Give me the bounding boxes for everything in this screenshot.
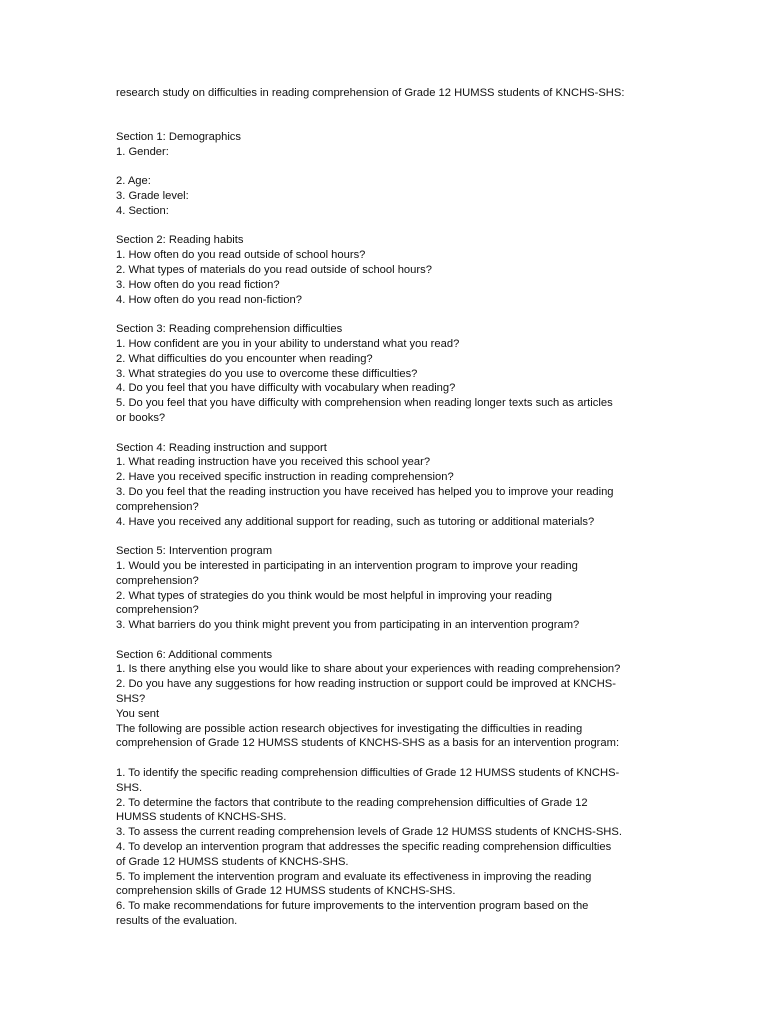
objective-line: 4. To develop an intervention program that addresses the specific reading comprehension difficulties (116, 841, 612, 854)
question-line: 2. What difficulties do you encounter when reading? (116, 352, 373, 365)
objective-line: comprehension skills of Grade 12 HUMSS students of KNCHS-SHS. (116, 885, 456, 898)
document-title: research study on difficulties in reading comprehension of Grade 12 HUMSS students of KNCHS-SHS: (116, 87, 625, 99)
section-reading-habits (116, 233, 656, 307)
question-line: 1. Would you be interested in participating in an intervention program to improve your reading (116, 559, 578, 572)
objective-line: of Grade 12 HUMSS students of KNCHS-SHS. (116, 855, 349, 868)
objective-line: 6. To make recommendations for future improvements to the intervention program based on the (116, 900, 589, 913)
question-line: 4. How often do you read non-fiction? (116, 293, 302, 306)
question-line: 2. Do you have any suggestions for how reading instruction or support could be improved at KNCHS- (116, 678, 616, 691)
intro-line: The following are possible action research objectives for investigating the difficulties in reading (116, 722, 583, 735)
question-line: 1. Gender: (116, 145, 169, 158)
question-line: 1. How confident are you in your ability to understand what you read? (116, 337, 460, 350)
question-line: 1. How often do you read outside of school hours? (116, 249, 366, 262)
sent-label: You sent (116, 707, 160, 720)
question-line: 3. How often do you read fiction? (116, 278, 280, 291)
section-heading: Section 1: Demographics (116, 130, 241, 143)
question-line: 2. What types of materials do you read outside of school hours? (116, 263, 432, 276)
objectives-list (116, 766, 656, 929)
question-line: 2. Age: (116, 175, 151, 188)
question-line: 2. What types of strategies do you think would be most helpful in improving your reading (116, 589, 552, 602)
objective-line: 5. To implement the intervention program and evaluate its effectiveness in improving the reading (116, 870, 592, 883)
question-line: comprehension? (116, 604, 199, 617)
question-line: 5. Do you feel that you have difficulty with comprehension when reading longer texts such as articles (116, 397, 613, 410)
objective-line: SHS. (116, 781, 143, 794)
question-line: 3. Do you feel that the reading instruction you have received has helped you to improve your reading (116, 485, 614, 498)
question-line: 4. Have you received any additional support for reading, such as tutoring or additional materials? (116, 515, 595, 528)
question-line: 4. Do you feel that you have difficulty with vocabulary when reading? (116, 382, 456, 395)
section-instruction-support (116, 441, 656, 530)
objective-line: 3. To assess the current reading comprehension levels of Grade 12 HUMSS students of KNCHS-SHS. (116, 826, 622, 839)
objective-line: HUMSS students of KNCHS-SHS. (116, 811, 287, 824)
section-heading: Section 2: Reading habits (116, 234, 244, 247)
section-heading: Section 5: Intervention program (116, 545, 273, 558)
objective-line: 2. To determine the factors that contribute to the reading comprehension difficulties of Grade 12 (116, 796, 588, 809)
section-heading: Section 6: Additional comments (116, 648, 273, 661)
question-line: 3. What strategies do you use to overcome these difficulties? (116, 367, 418, 380)
question-line: 3. What barriers do you think might prevent you from participating in an intervention program? (116, 619, 580, 632)
question-line: 1. What reading instruction have you received this school year? (116, 456, 431, 469)
question-line: 4. Section: (116, 204, 169, 217)
question-line: SHS? (116, 693, 146, 706)
blank-line (116, 159, 656, 174)
section-intervention-program (116, 544, 656, 633)
section-additional-comments (116, 648, 656, 752)
section-comprehension-difficulties (116, 322, 656, 426)
question-line: 3. Grade level: (116, 189, 189, 202)
intro-line: comprehension of Grade 12 HUMSS students of KNCHS-SHS as a basis for an intervention program: (116, 737, 620, 750)
question-line: comprehension? (116, 500, 199, 513)
question-line: 1. Is there anything else you would like to share about your experiences with reading comprehension? (116, 663, 621, 676)
section-demographics (116, 130, 656, 219)
question-line: or books? (116, 411, 166, 424)
question-line: comprehension? (116, 574, 199, 587)
question-line: 2. Have you received specific instruction in reading comprehension? (116, 471, 454, 484)
spacer (116, 101, 656, 130)
objective-line: 1. To identify the specific reading comprehension difficulties of Grade 12 HUMSS students of KNCHS- (116, 767, 620, 780)
objective-line: results of the evaluation. (116, 915, 238, 928)
section-heading: Section 3: Reading comprehension difficulties (116, 323, 343, 336)
section-heading: Section 4: Reading instruction and support (116, 441, 327, 454)
document-page (116, 86, 656, 929)
